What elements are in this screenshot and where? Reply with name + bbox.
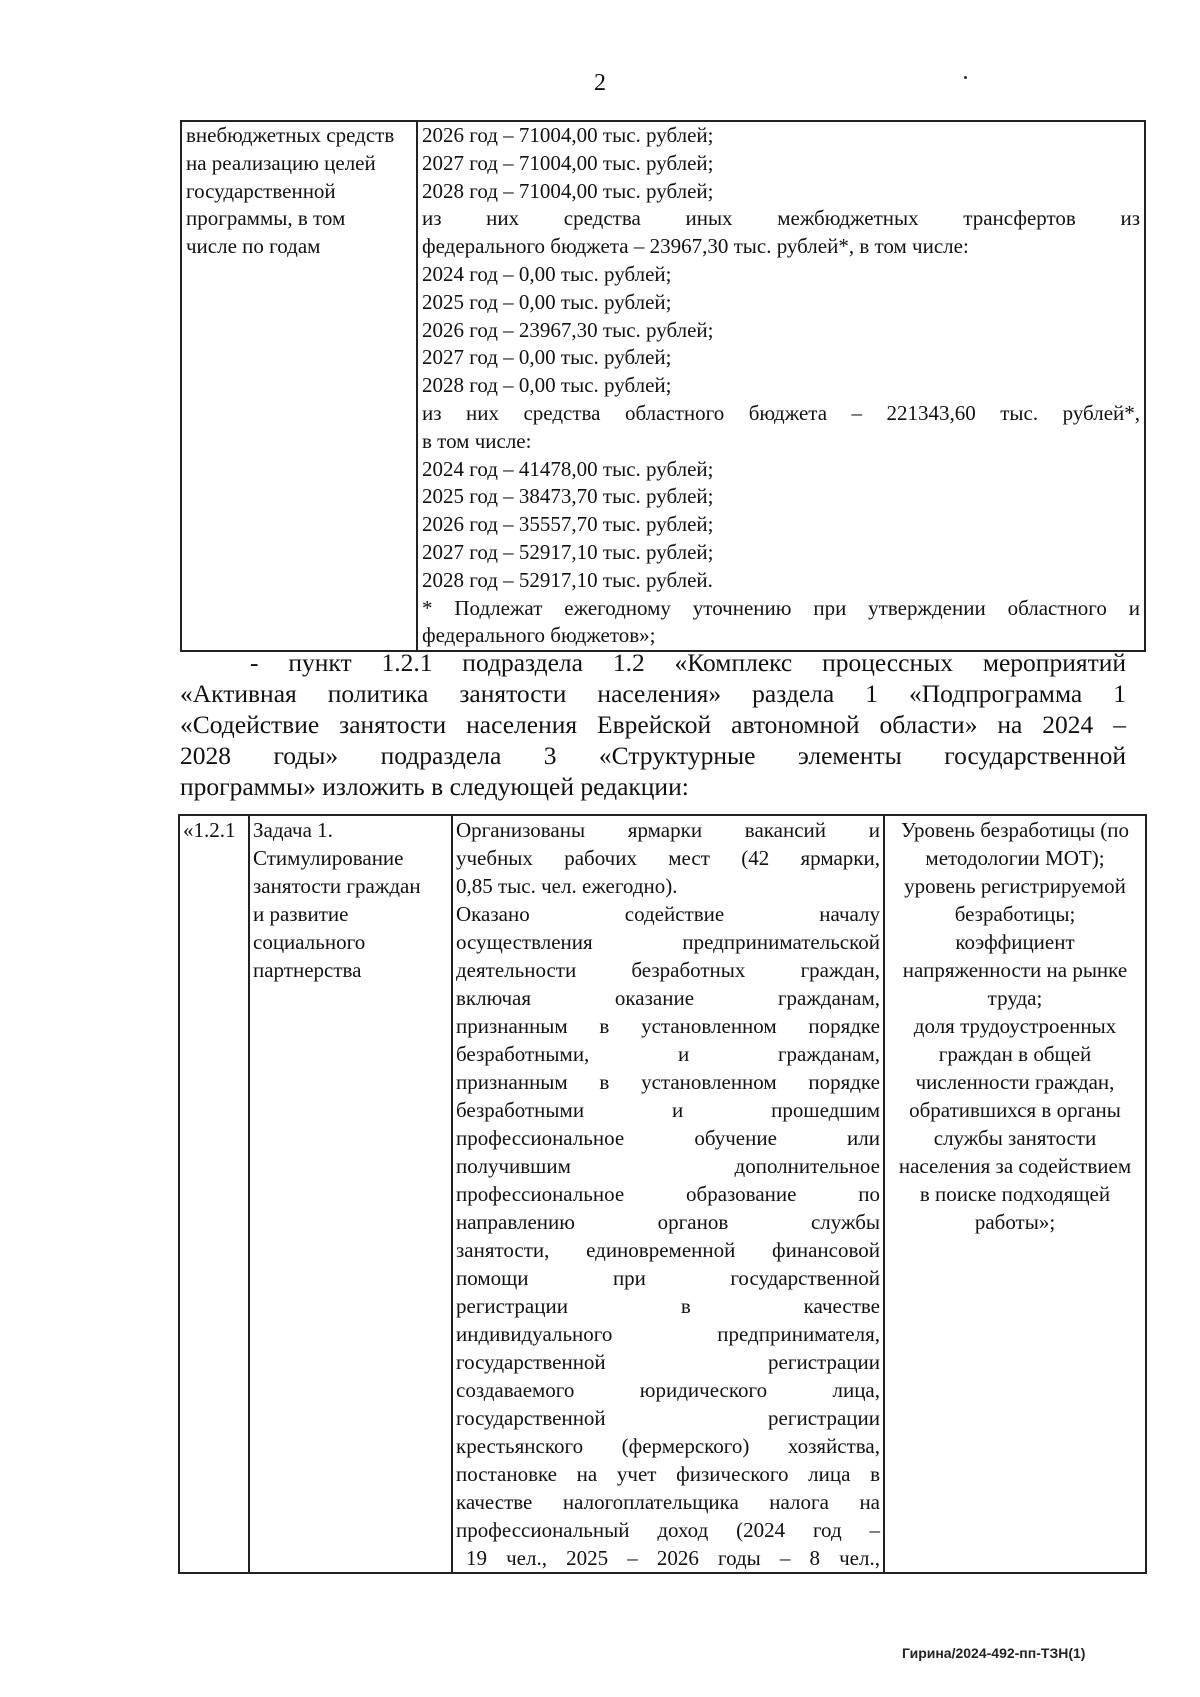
indicator-line: напряженности на рынке	[902, 958, 1128, 982]
funding-label-line: государственной	[186, 178, 336, 203]
paragraph-line: программы» изложить в следующей редакции:	[180, 772, 689, 801]
item-number: «1.2.1	[183, 818, 236, 842]
task-line: Задача 1.	[253, 818, 333, 842]
indicator-line: обратившихся в органы	[909, 1098, 1121, 1122]
result-line: качестве налогоплательщика налога на	[456, 1490, 880, 1514]
funding-label-line: программы, в том	[186, 206, 346, 231]
funding-value-line: 2026 год – 71004,00 тыс. рублей;	[422, 123, 714, 147]
funding-value-line: 2026 год – 23967,30 тыс. рублей;	[422, 317, 714, 342]
paragraph-line: 2028 годы» подраздела 3 «Структурные элементы государственной	[180, 741, 1126, 770]
funding-value-line: федерального бюджетов»;	[422, 623, 656, 648]
result-line: крестьянского (фермерского) хозяйства,	[456, 1434, 880, 1458]
result-line: учебных рабочих мест (42 ярмарки,	[456, 846, 880, 870]
paragraph-line: «Содействие занятости населения Еврейской автономной области» на 2024 –	[180, 710, 1126, 739]
result-line: деятельности безработных граждан,	[456, 958, 880, 982]
task-line: и развитие	[253, 902, 349, 926]
indicator-line: коэффициент	[955, 930, 1075, 954]
funding-value-line: федерального бюджета – 23967,30 тыс. рублей*, в том числе:	[422, 234, 969, 259]
indicator-cell	[884, 815, 1146, 1573]
amendment-paragraph	[180, 647, 1126, 802]
result-line: государственной регистрации	[456, 1350, 880, 1374]
indicator-line: службы занятости	[933, 1126, 1097, 1150]
result-line: индивидуального предпринимателя,	[456, 1322, 880, 1346]
result-line: безработными и прошедшим	[456, 1098, 880, 1122]
result-line: 19 чел., 2025 – 2026 годы – 8 чел.,	[466, 1546, 880, 1570]
result-line: признанным в установленном порядке	[456, 1070, 880, 1094]
task-line: социального	[253, 930, 366, 954]
result-line: направлению органов службы	[456, 1210, 880, 1234]
funding-table	[180, 120, 1146, 652]
result-line: профессиональный доход (2024 год –	[456, 1518, 880, 1542]
result-line: безработными, и гражданам,	[456, 1042, 880, 1066]
indicator-line: доля трудоустроенных	[913, 1014, 1117, 1038]
paragraph-line: «Активная политика занятости населения» раздела 1 «Подпрограмма 1	[180, 679, 1126, 708]
task-line: занятости граждан	[253, 874, 421, 898]
structure-table-row	[179, 815, 1146, 1573]
task-cell	[249, 815, 452, 1573]
indicator-line: труда;	[987, 986, 1043, 1010]
funding-label-cell	[181, 121, 417, 651]
task-line: Стимулирование	[253, 846, 404, 870]
result-line: Организованы ярмарки вакансий и	[456, 818, 880, 842]
result-line: государственной регистрации	[456, 1406, 880, 1430]
funding-value-line: 2027 год – 52917,10 тыс. рублей;	[422, 539, 714, 564]
result-line: регистрации в качестве	[456, 1294, 880, 1318]
result-line: помощи при государственной	[456, 1266, 880, 1290]
item-number-cell	[179, 815, 249, 1573]
funding-values-cell	[417, 121, 1145, 651]
structure-table	[178, 814, 1147, 1574]
result-line: создаваемого юридического лица,	[456, 1378, 880, 1402]
indicator-line: численности граждан,	[915, 1070, 1115, 1094]
indicator-line: методологии МОТ);	[925, 846, 1105, 870]
funding-label-line: внебюджетных средств	[186, 123, 395, 147]
result-line: профессиональное обучение или	[456, 1126, 880, 1150]
indicator-line: населения за содействием	[898, 1154, 1132, 1178]
funding-value-line: 2028 год – 71004,00 тыс. рублей;	[422, 178, 714, 203]
funding-value-line: в том числе:	[422, 428, 532, 453]
indicator-line: Уровень безработицы (по	[901, 818, 1129, 842]
funding-value-line: 2026 год – 35557,70 тыс. рублей;	[422, 512, 714, 537]
result-line: постановке на учет физического лица в	[456, 1462, 880, 1486]
result-line: 0,85 тыс. чел. ежегодно).	[456, 874, 678, 898]
document-code: Гирина/2024-492-пп-ТЗН(1)	[902, 1645, 1086, 1661]
funding-value-line: 2025 год – 0,00 тыс. рублей;	[422, 289, 672, 314]
result-line: получившим дополнительное	[456, 1154, 880, 1178]
funding-value-line: 2025 год – 38473,70 тыс. рублей;	[422, 484, 714, 509]
indicator-line: граждан в общей	[938, 1042, 1092, 1066]
funding-value-line: 2028 год – 0,00 тыс. рублей;	[422, 373, 672, 398]
indicator-line: в поиске подходящей	[919, 1182, 1111, 1206]
funding-value-line: 2024 год – 41478,00 тыс. рублей;	[422, 456, 714, 481]
result-line: признанным в установленном порядке	[456, 1014, 880, 1038]
result-line: занятости, единовременной финансовой	[456, 1238, 880, 1262]
paragraph-line: - пункт 1.2.1 подраздела 1.2 «Комплекс процессных мероприятий	[250, 648, 1126, 677]
result-line: осуществления предпринимательской	[456, 930, 880, 954]
indicator-line: безработицы;	[954, 902, 1076, 926]
funding-value-line: 2024 год – 0,00 тыс. рублей;	[422, 261, 672, 286]
funding-value-line: * Подлежат ежегодному уточнению при утверждении областного и	[422, 595, 1140, 620]
funding-value-line: 2027 год – 71004,00 тыс. рублей;	[422, 150, 714, 175]
funding-value-line: из них средства иных межбюджетных трансфертов из	[422, 206, 1140, 231]
funding-value-line: из них средства областного бюджета – 221343,60 тыс. рублей*,	[422, 400, 1140, 425]
task-line: партнерства	[253, 958, 362, 982]
result-line: Оказано содействие началу	[456, 902, 880, 926]
result-cell	[452, 815, 884, 1573]
funding-table-row	[181, 121, 1145, 651]
indicator-line: уровень регистрируемой	[904, 874, 1126, 898]
result-line: включая оказание гражданам,	[456, 986, 880, 1010]
page-number: 2	[594, 70, 606, 96]
funding-value-line: 2028 год – 52917,10 тыс. рублей.	[422, 567, 713, 592]
scan-dot	[964, 76, 967, 79]
funding-label-line: числе по годам	[186, 234, 321, 259]
funding-label-line: на реализацию целей	[186, 150, 376, 175]
funding-value-line: 2027 год – 0,00 тыс. рублей;	[422, 345, 672, 370]
result-line: профессиональное образование по	[456, 1182, 880, 1206]
indicator-line: работы»;	[974, 1210, 1056, 1234]
